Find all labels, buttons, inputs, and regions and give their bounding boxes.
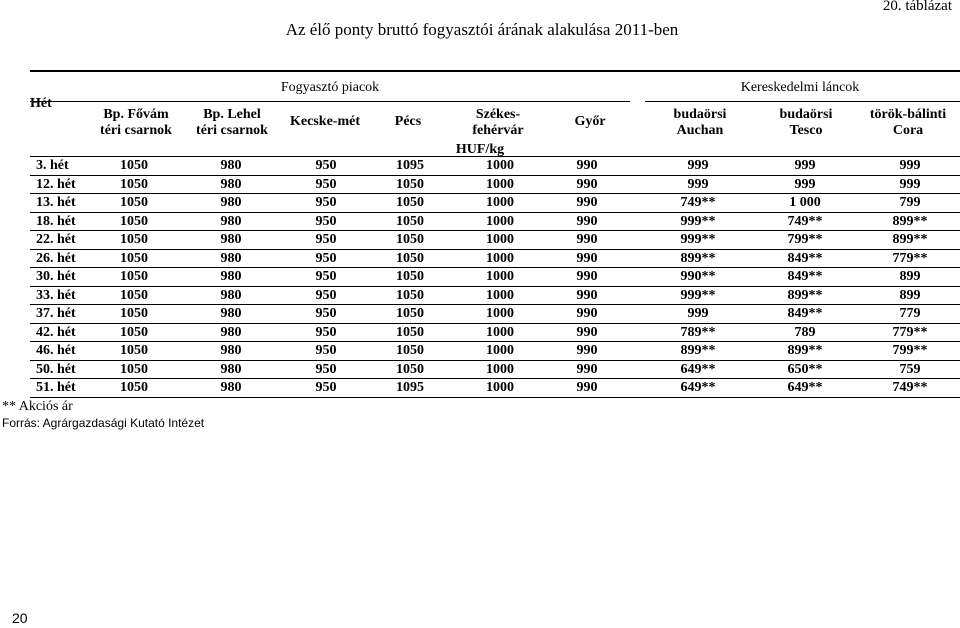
price-cell: 749**	[892, 380, 928, 395]
price-cell: 990	[576, 195, 598, 210]
table-row	[30, 305, 960, 323]
header-col5	[448, 107, 548, 139]
price-cell: 779	[899, 306, 921, 321]
price-cell: 899**	[892, 213, 928, 229]
header-col4: Pécs	[394, 114, 422, 129]
price-cell: 779**	[892, 324, 928, 340]
price-cell: 950	[315, 343, 337, 358]
table-row	[30, 342, 960, 360]
price-cell: 1000	[486, 324, 514, 340]
price-cell: 980	[220, 269, 242, 284]
title-text: Az élő ponty bruttó fogyasztói árának alakulása 2011-ben	[285, 20, 679, 39]
week-cell: 33. hét	[36, 287, 76, 303]
price-cell: 990	[576, 176, 598, 192]
price-cell: 950	[315, 213, 337, 229]
header-col9	[852, 107, 960, 139]
group-markets-rule	[30, 101, 630, 102]
table-row	[30, 213, 960, 231]
week-cell: 18. hét	[36, 213, 76, 229]
table-number: 20. táblázat	[882, 0, 952, 14]
week-cell: 30. hét	[36, 269, 76, 284]
price-cell: 990	[576, 269, 598, 284]
price-cell: 899**	[680, 343, 716, 358]
price-cell: 950	[315, 306, 337, 321]
table-row	[30, 250, 960, 268]
price-cell: 990	[576, 343, 598, 358]
price-cell: 980	[220, 306, 242, 321]
price-cell: 650**	[787, 361, 823, 377]
header-col5-line2: fehérvár	[472, 123, 524, 138]
header-col1-line2: téri csarnok	[100, 123, 172, 138]
price-cell: 1050	[120, 380, 148, 395]
header-col7-line2: Auchan	[676, 123, 724, 138]
price-cell: 990	[576, 380, 598, 395]
price-cell: 1050	[396, 232, 424, 247]
price-cell: 789**	[680, 324, 716, 340]
price-cell: 950	[315, 269, 337, 284]
price-cell: 1000	[486, 250, 514, 266]
header-col1-line1: Bp. Fővám	[103, 107, 169, 122]
price-cell: 999	[687, 158, 709, 173]
table-row	[30, 268, 960, 286]
price-cell: 980	[220, 213, 242, 229]
header-week: Hét	[30, 96, 52, 111]
header-col8-line1: budaörsi	[779, 107, 833, 122]
price-cell: 1050	[120, 361, 148, 377]
price-cell: 980	[220, 287, 242, 303]
price-cell: 1000	[486, 361, 514, 377]
price-cell: 990	[576, 324, 598, 340]
price-cell: 1050	[120, 176, 148, 192]
price-cell: 899**	[787, 287, 823, 303]
footnote-promo: ** Akciós ár	[2, 399, 73, 414]
price-cell: 899**	[892, 232, 928, 247]
price-cell: 749**	[680, 195, 716, 210]
top-rule	[30, 70, 960, 72]
price-cell: 980	[220, 158, 242, 173]
week-cell: 12. hét	[36, 176, 76, 192]
week-cell: 37. hét	[36, 306, 76, 321]
price-cell: 980	[220, 380, 242, 395]
price-cell: 950	[315, 158, 337, 173]
header-group-markets: Fogyasztó piacok	[280, 80, 380, 95]
price-cell: 1050	[120, 287, 148, 303]
price-cell: 849**	[787, 269, 823, 284]
price-cell: 1 000	[789, 195, 821, 210]
header-col7	[650, 107, 750, 139]
price-cell: 990	[576, 306, 598, 321]
price-cell: 990	[576, 232, 598, 247]
source-note: Forrás: Agrárgazdasági Kutató Intézet	[2, 416, 205, 430]
week-cell: 3. hét	[36, 158, 69, 173]
header-col9-line2: Cora	[892, 123, 924, 138]
price-cell: 950	[315, 380, 337, 395]
header-col1	[86, 107, 186, 139]
week-cell: 13. hét	[36, 195, 76, 210]
table-row	[30, 361, 960, 379]
price-cell: 779**	[892, 250, 928, 266]
table-row	[30, 287, 960, 305]
price-cell: 759	[899, 361, 921, 377]
price-cell: 980	[220, 250, 242, 266]
header-unit: HUF/kg	[455, 142, 505, 157]
price-cell: 980	[220, 232, 242, 247]
price-cell: 999	[794, 176, 816, 192]
price-cell: 1050	[120, 269, 148, 284]
price-cell: 1000	[486, 306, 514, 321]
week-cell: 50. hét	[36, 361, 76, 377]
price-cell: 990	[576, 250, 598, 266]
price-cell: 1000	[486, 269, 514, 284]
price-cell: 1050	[120, 343, 148, 358]
price-cell: 1050	[120, 158, 148, 173]
price-cell: 1050	[396, 269, 424, 284]
table-row	[30, 324, 960, 342]
table-title	[0, 20, 960, 40]
header-col2	[182, 107, 282, 139]
price-cell: 1050	[120, 306, 148, 321]
price-cell: 1050	[396, 250, 424, 266]
price-cell: 1050	[396, 195, 424, 210]
price-cell: 990	[576, 158, 598, 173]
week-cell: 22. hét	[36, 232, 76, 247]
price-cell: 999**	[680, 213, 716, 229]
price-cell: 749**	[787, 213, 823, 229]
price-cell: 1095	[396, 158, 424, 173]
price-cell: 999	[687, 306, 709, 321]
price-cell: 980	[220, 324, 242, 340]
price-cell: 990	[576, 287, 598, 303]
price-cell: 950	[315, 324, 337, 340]
price-cell: 1050	[396, 213, 424, 229]
page-number: 20	[12, 610, 28, 626]
price-cell: 950	[315, 287, 337, 303]
price-cell: 1000	[486, 287, 514, 303]
header-col8	[756, 107, 856, 139]
price-cell: 990	[576, 213, 598, 229]
price-cell: 1050	[120, 213, 148, 229]
price-cell: 999**	[680, 287, 716, 303]
price-cell: 799**	[787, 232, 823, 247]
price-cell: 1050	[396, 176, 424, 192]
price-cell: 950	[315, 195, 337, 210]
price-cell: 999**	[680, 232, 716, 247]
price-cell: 649**	[787, 380, 823, 395]
table-row	[30, 231, 960, 249]
header-col8-line2: Tesco	[789, 123, 823, 138]
price-cell: 799	[899, 195, 921, 210]
price-cell: 999	[899, 176, 921, 192]
header-col3: Kecske-mét	[290, 114, 360, 129]
price-cell: 1050	[120, 324, 148, 340]
week-cell: 46. hét	[36, 343, 76, 358]
price-cell: 1050	[396, 287, 424, 303]
price-cell: 980	[220, 176, 242, 192]
price-cell: 999	[794, 158, 816, 173]
week-cell: 42. hét	[36, 324, 76, 340]
price-cell: 1000	[486, 176, 514, 192]
price-cell: 899**	[787, 343, 823, 358]
price-cell: 649**	[680, 361, 716, 377]
group-chains-rule	[645, 101, 960, 102]
header-col2-line2: téri csarnok	[196, 123, 268, 138]
price-cell: 950	[315, 232, 337, 247]
price-cell: 1000	[486, 343, 514, 358]
price-cell: 899	[899, 269, 921, 284]
table-row	[30, 176, 960, 194]
price-cell: 1000	[486, 195, 514, 210]
row-rule	[30, 397, 960, 398]
price-cell: 1050	[120, 232, 148, 247]
price-cell: 1050	[396, 343, 424, 358]
price-cell: 1000	[486, 213, 514, 229]
price-cell: 980	[220, 195, 242, 210]
price-cell: 999	[687, 176, 709, 192]
price-cell: 789	[794, 324, 816, 340]
price-cell: 1000	[486, 232, 514, 247]
price-cell: 849**	[787, 306, 823, 321]
price-cell: 990	[576, 361, 598, 377]
price-cell: 1095	[396, 380, 424, 395]
price-cell: 899	[899, 287, 921, 303]
header-col2-line1: Bp. Lehel	[203, 107, 261, 122]
price-cell: 950	[315, 176, 337, 192]
price-cell: 990**	[680, 269, 716, 284]
header-group-chains: Kereskedelmi láncok	[740, 80, 860, 95]
price-cell: 950	[315, 250, 337, 266]
price-cell: 649**	[680, 380, 716, 395]
week-cell: 51. hét	[36, 380, 76, 395]
price-cell: 1000	[486, 380, 514, 395]
header-col5-line1: Székes-	[475, 107, 521, 122]
price-cell: 1050	[120, 195, 148, 210]
price-cell: 1050	[396, 306, 424, 321]
price-cell: 1000	[486, 158, 514, 173]
price-cell: 1050	[120, 250, 148, 266]
price-cell: 980	[220, 343, 242, 358]
price-cell: 1050	[396, 324, 424, 340]
price-cell: 1050	[396, 361, 424, 377]
price-cell: 999	[899, 158, 921, 173]
table-row	[30, 379, 960, 397]
header-col6: Győr	[574, 114, 606, 129]
header-col7-line1: budaörsi	[673, 107, 727, 122]
table-row	[30, 157, 960, 175]
table-row	[30, 194, 960, 212]
price-cell: 980	[220, 361, 242, 377]
week-cell: 26. hét	[36, 250, 76, 266]
price-cell: 849**	[787, 250, 823, 266]
price-cell: 899**	[680, 250, 716, 266]
price-cell: 799**	[892, 343, 928, 358]
header-col9-line1: török-bálinti	[869, 107, 947, 122]
price-cell: 950	[315, 361, 337, 377]
